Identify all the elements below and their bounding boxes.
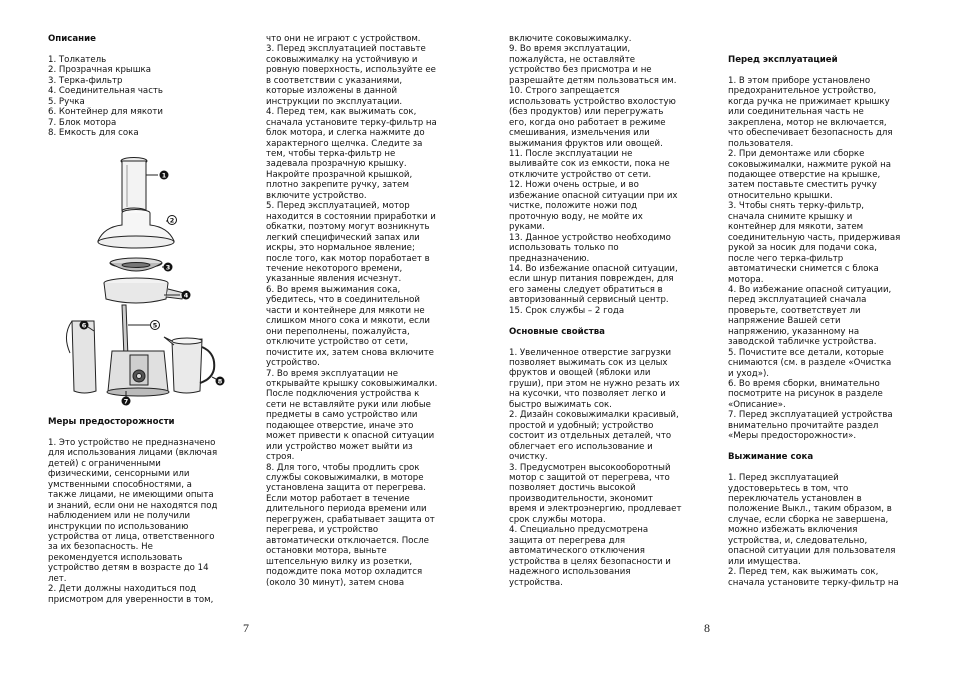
text-line: позволяет достичь высокой — [509, 483, 636, 494]
text-line: за их безопасность. Не — [48, 542, 153, 553]
text-line: устройства от лица, ответственного — [48, 531, 215, 542]
text-line: части и контейнере для мякоти не — [266, 305, 425, 316]
text-line: 5. Почистите все детали, которые — [728, 347, 884, 358]
text-line: включите устройство. — [266, 190, 367, 201]
text-line: рукой за носик для подачи сока, — [728, 243, 877, 254]
text-line: груши), при этом не нужно резать их — [509, 378, 680, 389]
text-line: чистке, положите ножи под — [509, 201, 638, 212]
text-line: устройства. — [509, 577, 563, 588]
text-line: лет. — [48, 573, 67, 584]
text-line: в соответствии с указаниями, — [266, 75, 403, 86]
text-line: 3. Терка-фильтр — [48, 75, 123, 86]
text-line: 11. После эксплуатации не — [509, 148, 633, 159]
callout-1: 1 — [161, 171, 167, 180]
text-line: которые изложены в данной — [266, 86, 398, 97]
text-line: присмотром для уверенности в том, — [48, 594, 214, 605]
text-line: После подключения устройства к — [266, 389, 420, 400]
text-line: защита от перегрева для — [509, 535, 626, 546]
text-line: умственными способностями, а — [48, 479, 192, 490]
safety-continued-text-2 — [509, 34, 689, 316]
text-line: Накройте прозрачной крышкой, — [266, 169, 413, 180]
text-line: длительного периода времени или — [266, 504, 427, 515]
text-line: 1. В этом приборе установлено — [728, 75, 871, 86]
text-line: 9. Во время эксплуатации, — [509, 44, 631, 55]
text-line: и знаний, если они не находятся под — [48, 500, 218, 511]
text-line: разрешайте детям пользоваться им. — [509, 75, 677, 86]
text-line: детей) с ограниченными — [48, 458, 161, 469]
text-line: руками. — [509, 222, 545, 233]
text-line: подающее отверстие, иначе это — [266, 420, 414, 431]
text-line: устройство без присмотра и не — [509, 65, 652, 76]
text-line: блок мотора, и слегка нажмите до — [266, 128, 425, 139]
text-line: снимаются (см. в разделе «Очистка — [728, 358, 892, 369]
text-line: 2. Перед тем, как выжимать сок, — [728, 567, 879, 578]
text-line: срок службы мотора. — [509, 514, 606, 525]
features-heading: Основные свойства — [509, 326, 605, 337]
handle-illustration — [122, 305, 128, 357]
juice-jug-illustration — [164, 337, 214, 393]
text-line: для использования лицами (включая — [48, 448, 218, 459]
text-line: также лицами, не имеющими опыта — [48, 490, 214, 501]
text-line: или имущества. — [728, 556, 801, 567]
safety-text — [48, 438, 226, 605]
text-line: 6. Во время выжимания сока, — [266, 284, 401, 295]
safety-heading: Меры предосторожности — [48, 417, 175, 427]
text-line: 8. Емкость для сока — [48, 128, 139, 139]
text-line: заводской табличке устройства. — [728, 337, 877, 348]
text-line: напряжению, указанному на — [728, 326, 860, 337]
text-line: и уход»). — [728, 368, 770, 379]
text-line: «Описание». — [728, 399, 786, 410]
text-line: или соединительная часть не — [728, 107, 864, 118]
text-line: соковыжималки, нажмите рукой на — [728, 159, 892, 170]
features-text — [509, 348, 689, 588]
text-line: предназначению. — [509, 253, 590, 264]
text-line: 1. Увеличенное отверстие загрузки — [509, 347, 672, 358]
callout-6: 6 — [81, 321, 87, 330]
text-line: плотно закрепите ручку, затем — [266, 180, 409, 191]
column-2 — [266, 34, 450, 588]
text-line: предметы в само устройство или — [266, 410, 418, 421]
text-line: удостоверьтесь в том, что — [728, 483, 849, 494]
text-line: использовать устройство вхолостую — [509, 96, 676, 107]
page-number-left: 7 — [243, 621, 249, 635]
before-use-heading: Перед эксплуатацией — [728, 55, 838, 65]
text-line: напряжение Вашей сети — [728, 316, 841, 327]
text-line: 6. Во время сборки, внимательно — [728, 379, 880, 390]
text-line: 4. Перед тем, как выжимать сок, — [266, 107, 417, 118]
text-line: «Меры предосторожности». — [728, 431, 857, 442]
text-line: внимательно прочитайте раздел — [728, 420, 879, 431]
text-line: закреплена, мотор не включается, — [728, 117, 887, 128]
column-4 — [728, 55, 910, 588]
text-line: очистку. — [509, 452, 548, 463]
text-line: автоматически отключается. После — [266, 535, 429, 546]
text-line: 5. Ручка — [48, 96, 85, 107]
page-number-right: 8 — [704, 621, 710, 635]
text-line: 4. Соединительная часть — [48, 86, 163, 97]
text-line: позволяет выжимать сок из целых — [509, 358, 668, 369]
parts-list — [48, 55, 226, 139]
text-line: можно избежать включения — [728, 525, 858, 536]
text-line: 7. Перед эксплуатацией устройства — [728, 410, 893, 421]
column-1 — [48, 34, 226, 139]
text-line: 3. Предусмотрен высокооборотный — [509, 462, 671, 473]
callout-2: 2 — [169, 216, 175, 225]
before-use-text — [728, 76, 910, 442]
text-line: включите соковыжималку. — [509, 34, 632, 44]
text-line: на кусочки, что позволяет легко и — [509, 389, 666, 400]
text-line: облегчает его использование и — [509, 441, 653, 452]
text-line: перед эксплуатацией сначала — [728, 295, 867, 306]
text-line: 2. Прозрачная крышка — [48, 65, 152, 76]
text-line: 13. Данное устройство необходимо — [509, 232, 671, 243]
juicing-text — [728, 473, 910, 588]
text-line: перегрева, и устройство — [266, 525, 379, 536]
filter-illustration — [110, 258, 162, 271]
text-line: надежного использования — [509, 567, 631, 578]
text-line: 1. Толкатель — [48, 54, 107, 65]
text-line: 1. Перед эксплуатацией — [728, 473, 839, 484]
text-line: 8. Для того, чтобы продлить срок — [266, 462, 420, 473]
text-line: 15. Срок службы – 2 года — [509, 305, 625, 316]
text-line: указанные явления исчезнут. — [266, 274, 402, 285]
text-line: проверьте, соответствует ли — [728, 305, 861, 316]
text-line: 2. Дети должны находиться под — [48, 584, 197, 595]
text-line: может привести к опасной ситуации — [266, 431, 435, 442]
text-line: характерного щелчка. Следите за — [266, 138, 423, 149]
text-line: сначала установите терку-фильтр на — [266, 117, 437, 128]
text-line: после того, как мотор поработает в — [266, 253, 430, 264]
text-line: когда ручка не прижимает крышку — [728, 96, 890, 107]
text-line: устройство. — [266, 358, 320, 369]
text-line: производительности, экономит — [509, 493, 653, 504]
text-line: (около 30 минут), затем снова — [266, 577, 405, 588]
callout-8: 8 — [217, 377, 223, 386]
text-line: физическими, сенсорными или — [48, 469, 190, 480]
text-line: 2. При демонтаже или сборке — [728, 149, 865, 160]
text-line: устройства, и, следовательно, — [728, 535, 868, 546]
text-line: устройства в целях безопасности и — [509, 556, 671, 567]
column-3 — [509, 34, 689, 588]
text-line: рекомендуется использовать — [48, 552, 183, 563]
text-line: авторизованный сервисный центр. — [509, 295, 669, 306]
text-line: задевала прозрачную крышку. — [266, 159, 407, 170]
text-line: остановки мотора, выньте — [266, 546, 387, 557]
text-line: 1. Это устройство не предназначено — [48, 437, 216, 448]
text-line: наблюдением или не получили — [48, 511, 191, 522]
text-line: после чего терка-фильтр — [728, 253, 844, 264]
text-line: посмотрите на рисунок в разделе — [728, 389, 883, 400]
text-line: выливайте сок из емкости, пока не — [509, 159, 670, 170]
text-line: что обеспечивает безопасность для — [728, 128, 893, 139]
text-line: положение Выкл., таким образом, в — [728, 504, 892, 515]
text-line: течение некоторого времени, — [266, 263, 403, 274]
text-line: отключите устройство от сети. — [509, 169, 652, 180]
text-line: (без продуктов) или перегружать — [509, 107, 664, 118]
text-line: искры, это нормальное явление; — [266, 243, 415, 254]
safety-section — [48, 417, 226, 605]
text-line: подающее отверстие на крышке, — [728, 169, 881, 180]
text-line: 14. Во избежание опасной ситуации, — [509, 263, 678, 274]
callout-3: 3 — [165, 263, 171, 272]
text-line: простой и удобный; устройство — [509, 420, 654, 431]
text-line: выжимания фруктов или овощей. — [509, 138, 663, 149]
text-line: фруктов и овощей (яблоки или — [509, 368, 651, 379]
motor-base-illustration — [107, 351, 169, 396]
text-line: слишком много сока и мякоти, если — [266, 316, 430, 327]
pulp-container-illustration — [66, 321, 96, 393]
juicing-heading: Выжимание сока — [728, 452, 814, 463]
text-line: ровную поверхность, используйте ее — [266, 65, 436, 76]
pusher-illustration — [121, 158, 147, 215]
description-heading: Описание — [48, 34, 96, 44]
text-line: переключатель установлен в — [728, 493, 862, 504]
juicer-exploded-diagram — [64, 155, 236, 407]
text-line: тем, чтобы терка-фильтр не — [266, 148, 396, 159]
text-line: пожалуйста, не оставляйте — [509, 54, 636, 65]
text-line: 5. Перед эксплуатацией, мотор — [266, 201, 410, 212]
text-line: опасной ситуации для пользователя — [728, 546, 896, 557]
text-line: избежание опасной ситуации при их — [509, 190, 678, 201]
text-line: состоит из отдельных деталей, что — [509, 431, 672, 442]
text-line: почистите их, затем снова включите — [266, 347, 434, 358]
text-line: 7. Во время эксплуатации не — [266, 368, 399, 379]
text-line: подождите пока мотор охладится — [266, 567, 423, 578]
text-line: проточную воду, не мойте их — [509, 211, 643, 222]
lid-illustration — [98, 210, 174, 249]
text-line: пользователя. — [728, 138, 794, 149]
text-line: перегружен, срабатывает защита от — [266, 514, 435, 525]
text-line: автоматически снимется с блока — [728, 264, 879, 275]
text-line: что они не играют с устройством. — [266, 34, 421, 44]
text-line: штепсельную вилку из розетки, — [266, 556, 413, 567]
text-line: мотора. — [728, 274, 764, 285]
text-line: 7. Блок мотора — [48, 117, 117, 128]
text-line: открывайте крышку соковыжималки. — [266, 378, 438, 389]
text-line: 3. Перед эксплуатацией поставьте — [266, 44, 426, 55]
text-line: инструкции по эксплуатации. — [266, 96, 403, 107]
safety-continued-text — [266, 34, 450, 588]
text-line: службы соковыжималки, в моторе — [266, 473, 424, 484]
text-line: относительно крышки. — [728, 190, 833, 201]
text-line: если шнур питания поврежден, для — [509, 274, 674, 285]
text-line: его, когда оно работает в режиме — [509, 117, 666, 128]
text-line: 3. Чтобы снять терку-фильтр, — [728, 201, 865, 212]
text-line: легкий специфический запах или — [266, 232, 420, 243]
text-line: строя. — [266, 452, 295, 463]
text-line: использовать только по — [509, 243, 619, 254]
text-line: сначала установите терку-фильтр на — [728, 577, 899, 588]
text-line: время и электроэнергию, продлевает — [509, 504, 682, 515]
text-line: 4. Специально предусмотрена — [509, 525, 649, 536]
text-line: 4. Во избежание опасной ситуации, — [728, 284, 892, 295]
text-line: или устройство может выйти из — [266, 441, 413, 452]
text-line: находится в состоянии приработки и — [266, 211, 436, 222]
text-line: соковыжималку на устойчивую и — [266, 54, 418, 65]
text-line: сначала снимите крышку и — [728, 211, 853, 222]
text-line: устройство детям в возрасте до 14 — [48, 563, 209, 574]
text-line: быстро выжимать сок. — [509, 399, 612, 410]
text-line: 6. Контейнер для мякоти — [48, 107, 163, 118]
text-line: инструкции по использованию — [48, 521, 189, 532]
text-line: обкатки, поэтому могут возникнуть — [266, 222, 430, 233]
text-line: они переполнены, пожалуйста, — [266, 326, 410, 337]
text-line: соединительную часть, придерживая — [728, 232, 901, 243]
text-line: 12. Ножи очень острые, и во — [509, 180, 639, 191]
callout-4: 4 — [183, 291, 189, 300]
text-line: Если мотор работает в течение — [266, 493, 410, 504]
text-line: затем поставьте сместить ручку — [728, 180, 877, 191]
callout-7: 7 — [123, 397, 129, 406]
text-line: предохранительное устройство, — [728, 86, 877, 97]
text-line: автоматического отключения — [509, 546, 645, 557]
connection-part-illustration — [104, 278, 184, 303]
text-line: контейнер для мякоти, затем — [728, 222, 864, 233]
text-line: убедитесь, что в соединительной — [266, 295, 420, 306]
text-line: отключите устройство от сети, — [266, 337, 409, 348]
text-line: 2. Дизайн соковыжималки красивый, — [509, 410, 679, 421]
text-line: его замены следует обратиться в — [509, 284, 663, 295]
text-line: мотор с защитой от перегрева, что — [509, 473, 670, 483]
text-line: смешивания, измельчения или — [509, 128, 650, 139]
callout-5: 5 — [152, 321, 158, 330]
text-line: установлена защита от перегрева. — [266, 483, 426, 494]
text-line: 10. Строго запрещается — [509, 86, 620, 97]
text-line: сети не вставляйте руки или любые — [266, 399, 431, 410]
text-line: случае, если сборка не завершена, — [728, 514, 889, 525]
